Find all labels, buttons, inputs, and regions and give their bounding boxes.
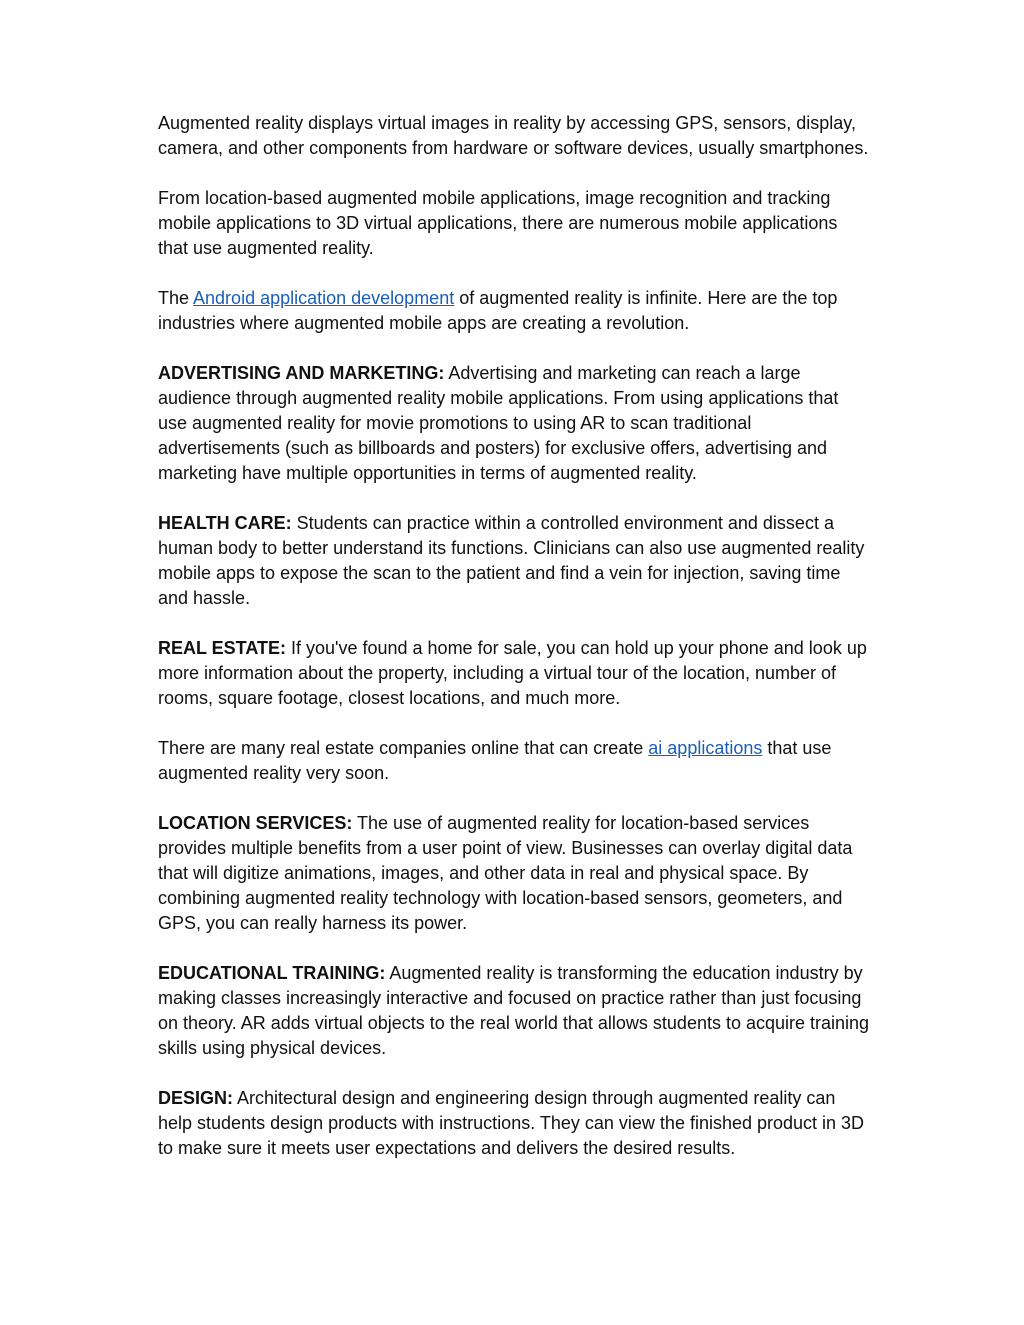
- health-care-text: Students can practice within a controlled environment and dissect a human body to better understand its functions. Clinicians can also use augmented reality mobile apps to expose the scan to the patient and find a vein for injection, saving time and hassle.: [158, 513, 865, 608]
- advertising-text: Advertising and marketing can reach a large audience through augmented reality mobile applications. From using applications that use augmented reality for movie promotions to using AR to scan traditional advertisements (such as billboards and posters) for exclusive offers, advertising and marketing have multiple opportunities in terms of augmented reality.: [158, 363, 839, 483]
- health-care-heading: HEALTH CARE:: [158, 513, 292, 533]
- paragraph-android-after: of augmented reality is infinite. Here are the top industries where augmented mobile apps are creating a revolution.: [158, 288, 838, 333]
- section-real-estate: [158, 636, 870, 711]
- section-location-services: [158, 811, 870, 936]
- design-text: Architectural design and engineering design through augmented reality can help students design products with instructions. They can view the finished product in 3D to make sure it meets user expectations and delivers the desired results.: [158, 1088, 865, 1158]
- android-development-link[interactable]: Android application development: [193, 288, 455, 308]
- real-estate-text: If you've found a home for sale, you can hold up your phone and look up more information about the property, including a virtual tour of the location, number of rooms, square footage, closest locations, and much more.: [158, 638, 867, 708]
- educational-training-heading: EDUCATIONAL TRAINING:: [158, 963, 386, 983]
- paragraph-intro: Augmented reality displays virtual images in reality by accessing GPS, sensors, display, camera, and other components from hardware or software devices, usually smartphones.: [158, 113, 869, 158]
- design-heading: DESIGN:: [158, 1088, 234, 1108]
- paragraph-android: [158, 286, 870, 336]
- location-services-text: The use of augmented reality for location-based services provides multiple benefits from a user point of view. Businesses can overlay digital data that will digitize animations, images, and other data in real and physical space. By combining augmented reality technology with location-based sensors, geometers, and GPS, you can really harness its power.: [158, 813, 853, 933]
- paragraph-companies: [158, 736, 870, 786]
- paragraph-companies-after: that use augmented reality very soon.: [158, 738, 832, 783]
- paragraph-android-before: The: [158, 288, 194, 308]
- document-body: [158, 111, 870, 1186]
- section-advertising: [158, 361, 870, 486]
- location-services-heading: LOCATION SERVICES:: [158, 813, 353, 833]
- ai-applications-link[interactable]: ai applications: [648, 738, 763, 758]
- advertising-heading: ADVERTISING AND MARKETING:: [158, 363, 445, 383]
- section-educational-training: [158, 961, 870, 1061]
- section-design: [158, 1086, 870, 1161]
- real-estate-heading: REAL ESTATE:: [158, 638, 287, 658]
- paragraph-companies-before: There are many real estate companies online that can create: [158, 738, 649, 758]
- educational-training-text: Augmented reality is transforming the education industry by making classes increasingly interactive and focused on practice rather than just focusing on theory. AR adds virtual objects to the real world that allows students to acquire training skills using physical devices.: [158, 963, 870, 1058]
- paragraph-applications: From location-based augmented mobile applications, image recognition and tracking mobile applications to 3D virtual applications, there are numerous mobile applications that use augmented reality.: [158, 188, 838, 258]
- section-health-care: [158, 511, 870, 611]
